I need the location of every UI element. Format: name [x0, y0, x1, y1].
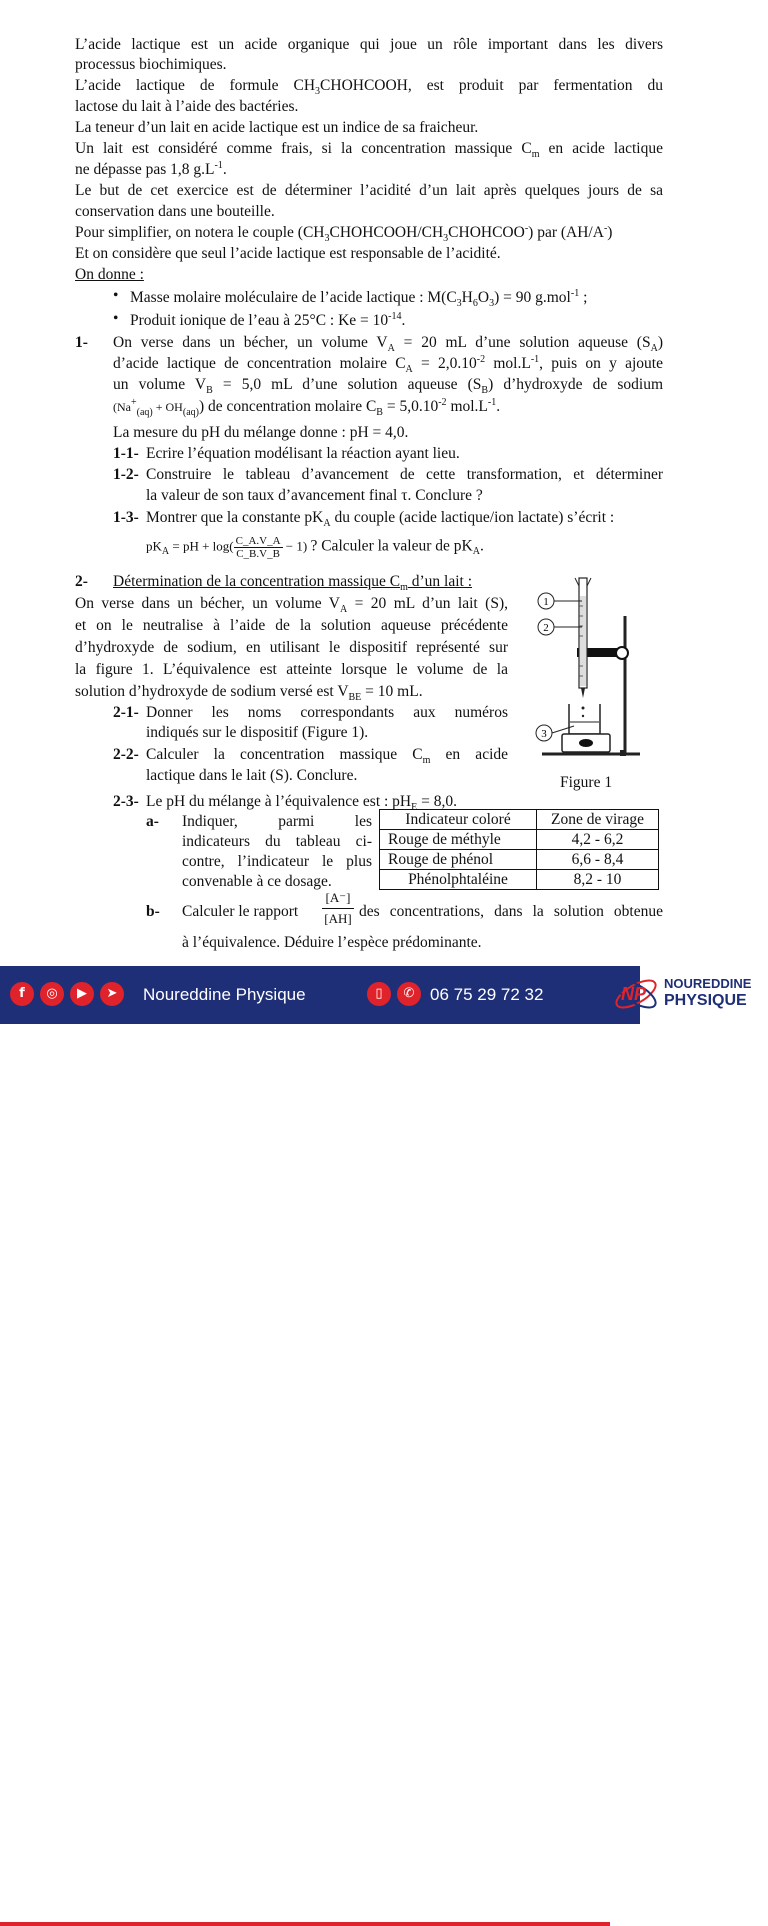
q21-text: indiqués sur le dispositif (Figure 1). — [146, 724, 369, 741]
phone-icon: ▯ — [367, 982, 391, 1006]
ratio-numerator: [A⁻] — [322, 888, 354, 909]
q23-number: 2-3- — [113, 793, 139, 810]
figure-label-1: 1 — [543, 596, 549, 608]
on-donne-heading: On donne : — [75, 266, 144, 283]
q23b-text: à l’équivalence. Déduire l’espèce prédominante. — [182, 934, 482, 951]
q13-text: Montrer que la constante $pK_A$ du couple (acide lactique/ion lactate) s’écrit : — [146, 509, 615, 530]
q1-line: un volume $V_B = 5,0$ mL d’une solution aqueuse $(S_B)$ d’hydroxyde de sodium — [113, 376, 664, 397]
q21-number: 2-1- — [113, 704, 139, 721]
intro-line: Pour simplifier, on notera le couple $(CH_3CHOHCOOH/CH_3CHOHCOO^-)$ par (AH/A-) — [75, 222, 613, 245]
exercise-page — [0, 0, 768, 960]
intro-line: conservation dans une bouteille. — [75, 203, 275, 220]
table-cell: Phénolphtaléine — [380, 870, 537, 890]
table-row — [380, 830, 659, 850]
intro-line: lactose du lait à l’aide des bactéries. — [75, 98, 299, 115]
q22-text: lactique dans le lait (S). Conclure. — [146, 767, 358, 784]
intro-line: Un lait est considéré comme frais, si la concentration massique $C_m$ en acide lactique — [75, 140, 663, 161]
intro-line: Et on considère que seul l’acide lactique est responsable de l’acidité. — [75, 245, 501, 262]
facebook-icon[interactable]: f — [10, 982, 34, 1006]
q23a-label: a- — [146, 813, 159, 830]
ratio-denominator: [AH] — [324, 911, 352, 926]
telegram-icon[interactable]: ➤ — [100, 982, 124, 1006]
bullet-icon: • — [113, 287, 119, 304]
question-1-number: 1- — [75, 334, 88, 351]
table-row — [380, 850, 659, 870]
q23-text: Le pH du mélange à l’équivalence est : $pH_E = 8,0$. — [146, 793, 457, 814]
table-cell: 4,2 - 6,2 — [537, 830, 659, 850]
whatsapp-icon[interactable]: ✆ — [397, 982, 421, 1006]
q23a-text: contre, l’indicateur le plus — [182, 853, 372, 870]
q12-text: Construire le tableau d’avancement de cette transformation, et déterminer — [146, 466, 663, 483]
logo-wordmark-top: NOUREDDINE — [664, 976, 752, 991]
q2-line: et on le neutralise à l’aide de la solution aqueuse précédente — [75, 617, 508, 634]
table-cell: 8,2 - 10 — [537, 870, 659, 890]
footer-phone-number[interactable]: 06 75 29 72 32 — [430, 985, 544, 1004]
intro-line: Le but de cet exercice est de déterminer l’acidité d’un lait après quelques jours de sa — [75, 182, 663, 199]
table-cell: 6,6 - 8,4 — [537, 850, 659, 870]
figure-label-2: 2 — [543, 622, 549, 634]
intro-line: La teneur d’un lait en acide lactique est un indice de sa fraicheur. — [75, 119, 479, 136]
ratio-fraction — [322, 888, 354, 929]
q1-line: $(Na^+_{(aq)} + OH_{(aq)})$ de concentration molaire $C_B = 5,0.10^{-2}$ $mol.L^{-1}$. — [113, 396, 501, 419]
q2-line: d’hydroxyde de sodium, en utilisant le dispositif représenté sur — [75, 639, 508, 656]
table-row — [380, 870, 659, 890]
question-2-number: 2- — [75, 573, 88, 590]
pka-formula: $pK_A$ = pH + log( $\frac{C\_A.V\_A}{C\_B.V\_B}$ − 1) ? Calculer la valeur de $pK_A$. — [146, 535, 484, 560]
formula-fraction: $\frac{C\_A.V\_A}{C\_B.V\_B}$ — [235, 535, 281, 560]
logo-letters: NP — [621, 984, 647, 1004]
q2-line: la figure 1. L’équivalence est atteinte lorsque le volume de la — [75, 661, 508, 678]
q23a-text: indicateurs du tableau ci- — [182, 833, 372, 850]
q11-text: Ecrire l’équation modélisant la réaction ayant lieu. — [146, 445, 460, 462]
q23a-text: convenable à ce dosage. — [182, 873, 332, 890]
intro-line: L’acide lactique est un acide organique qui joue un rôle important dans les divers — [75, 36, 663, 53]
given-molar-mass: Masse molaire moléculaire de l’acide lactique : $M(C_3H_6O_3) = 90$ g.mol$^{-1}$ ; — [130, 287, 588, 310]
q13-number: 1-3- — [113, 509, 139, 526]
youtube-icon[interactable]: ▶ — [70, 982, 94, 1006]
instagram-icon[interactable]: ◎ — [40, 982, 64, 1006]
q11-number: 1-1- — [113, 445, 139, 462]
footer-accent-stripe — [0, 1922, 610, 1926]
intro-line: L’acide lactique de formule $CH_3CHOHCOOH$, est produit par fermentation du — [75, 77, 664, 98]
q2-line: solution d’hydroxyde de sodium versé est $V_{BE} = 10$ mL. — [75, 683, 423, 704]
table-header: Zone de virage — [537, 810, 659, 830]
q1-line: La mesure du pH du mélange donne : pH = 4,0. — [113, 424, 409, 441]
q2-title: Détermination de la concentration massique $C_m$ d’un lait : — [113, 573, 473, 594]
q1-line: d’acide lactique de concentration molaire $C_A = 2,0.10^{-2}$ $mol.L^{-1}$, puis on y ajoute — [113, 353, 663, 376]
q23a-text: Indiquer, parmi les — [182, 813, 372, 830]
given-ke: Produit ionique de l’eau à 25°C : $Ke = 10^{-14}$. — [130, 310, 406, 329]
q22-text: Calculer la concentration massique $C_m$ en acide — [146, 746, 509, 767]
q12-text: la valeur de son taux d’avancement final τ. Conclure ? — [146, 487, 483, 504]
intro-line: processus biochimiques. — [75, 56, 227, 73]
q21-text: Donner les noms correspondants aux numéros — [146, 704, 508, 721]
q12-number: 1-2- — [113, 466, 139, 483]
indicator-table — [379, 809, 659, 890]
table-cell: Rouge de méthyle — [380, 830, 537, 850]
titration-apparatus-figure — [522, 566, 667, 772]
q23b-label: b- — [146, 903, 160, 920]
q22-number: 2-2- — [113, 746, 139, 763]
q23b-text: Calculer le rapport — [182, 903, 299, 920]
brand-logo — [612, 964, 660, 1022]
q23b-text: des concentrations, dans la solution obtenue — [359, 903, 663, 920]
logo-wordmark-bottom: PHYSIQUE — [664, 992, 747, 1009]
table-cell: Rouge de phénol — [380, 850, 537, 870]
figure-label-3: 3 — [541, 728, 547, 740]
q1-line: On verse dans un bécher, un volume $V_A = 20$ mL d’une solution aqueuse $(S_A)$ — [113, 334, 663, 355]
bullet-icon: • — [113, 310, 119, 327]
intro-line: ne dépasse pas 1,8 $g.L^{-1}$. — [75, 159, 227, 178]
footer-bar — [0, 966, 640, 1024]
table-header-row — [380, 810, 659, 830]
table-header: Indicateur coloré — [380, 810, 537, 830]
figure-caption: Figure 1 — [560, 774, 613, 791]
q2-line: On verse dans un bécher, un volume $V_A = 20$ mL d’un lait (S), — [75, 595, 508, 616]
footer-channel-name[interactable]: Noureddine Physique — [143, 985, 306, 1004]
